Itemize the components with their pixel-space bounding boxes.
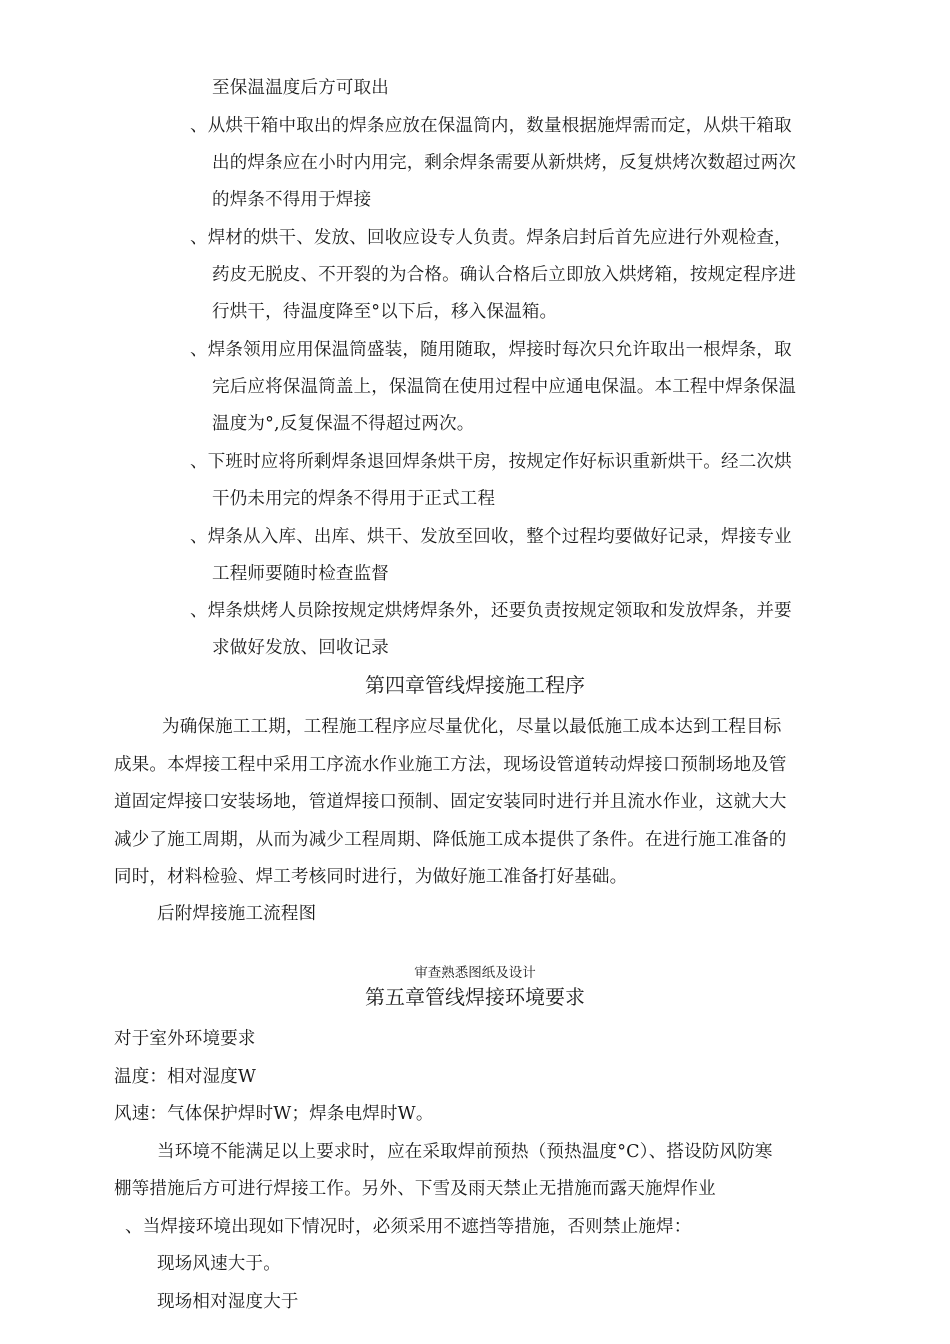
paragraph-line: 现场相对湿度大于 bbox=[157, 1292, 299, 1312]
list-item-text: 出的焊条应在小时内用完，剩余焊条需要从新烘烤，反复烘烤次数超过两次 bbox=[212, 153, 797, 173]
list-item-text: 、焊条烘烤人员除按规定烘烤焊条外，还要负责按规定领取和发放焊条，并要 bbox=[190, 601, 792, 621]
paragraph-line: 同时，材料检验、焊工考核同时进行，为做好施工准备打好基础。 bbox=[114, 867, 628, 887]
paragraph-line: 减少了施工周期，从而为减少工程周期、降低施工成本提供了条件。在进行施工准备的 bbox=[114, 830, 787, 850]
list-item-text: 、焊条从入库、出库、烘干、发放至回收，整个过程均要做好记录，焊接专业 bbox=[190, 527, 792, 547]
paragraph-line: 、当焊接环境出现如下情况时，必须采用不遮挡等措施，否则禁止施焊： bbox=[125, 1217, 692, 1237]
paragraph-line: 当环境不能满足以上要求时，应在采取焊前预热（预热温度°C）、搭设防风防寒 bbox=[157, 1142, 773, 1162]
paragraph-line: 对于室外环境要求 bbox=[114, 1029, 256, 1049]
list-item-text: 、焊条领用应用保温筒盛装，随用随取，焊接时每次只允许取出一根焊条，取 bbox=[190, 340, 792, 360]
list-item-text: 完后应将保温筒盖上，保温筒在使用过程中应通电保温。本工程中焊条保温 bbox=[212, 377, 797, 397]
list-item-text: 、下班时应将所剩焊条退回焊条烘干房，按规定作好标识重新烘干。经二次烘 bbox=[190, 452, 792, 472]
chapter-4-heading: 第四章管线焊接施工程序 bbox=[365, 673, 585, 697]
list-item-text: 的焊条不得用于焊接 bbox=[212, 190, 372, 210]
chapter-5-heading: 第五章管线焊接环境要求 bbox=[365, 985, 585, 1009]
list-item-text: 、从烘干箱中取出的焊条应放在保温筒内，数量根据施焊需而定，从烘干箱取 bbox=[190, 116, 792, 136]
paragraph-line: 棚等措施后方可进行焊接工作。另外、下雪及雨天禁止无措施而露天施焊作业 bbox=[114, 1179, 716, 1199]
flowchart-caption: 审查熟悉图纸及设计 bbox=[414, 965, 536, 981]
list-item-text: 工程师要随时检查监督 bbox=[212, 564, 389, 584]
list-item-text: 干仍未用完的焊条不得用于正式工程 bbox=[212, 489, 496, 509]
paragraph-line: 成果。本焊接工程中采用工序流水作业施工方法，现场设管道转动焊接口预制场地及管 bbox=[114, 755, 787, 775]
list-item-text: 求做好发放、回收记录 bbox=[212, 638, 389, 658]
paragraph-line: 现场风速大于。 bbox=[157, 1254, 281, 1274]
paragraph-line: 为确保施工工期，工程施工程序应尽量优化，尽量以最低施工成本达到工程目标 bbox=[162, 717, 782, 737]
list-item-text: 行烘干，待温度降至°以下后，移入保温箱。 bbox=[212, 302, 558, 322]
list-item-text: 药皮无脱皮、不开裂的为合格。确认合格后立即放入烘烤箱，按规定程序进 bbox=[212, 265, 797, 285]
list-item-text: 至保温温度后方可取出 bbox=[212, 78, 389, 98]
paragraph-line: 温度：相对湿度W bbox=[114, 1067, 257, 1087]
paragraph-line: 道固定焊接口安装场地，管道焊接口预制、固定安装同时进行并且流水作业，这就大大 bbox=[114, 792, 787, 812]
list-item-text: 、焊材的烘干、发放、回收应设专人负责。焊条启封后首先应进行外观检查， bbox=[190, 228, 792, 248]
list-item-text: 温度为°,反复保温不得超过两次。 bbox=[212, 414, 475, 434]
paragraph-line: 风速：气体保护焊时W；焊条电焊时W。 bbox=[114, 1104, 434, 1124]
paragraph-line: 后附焊接施工流程图 bbox=[157, 904, 317, 924]
